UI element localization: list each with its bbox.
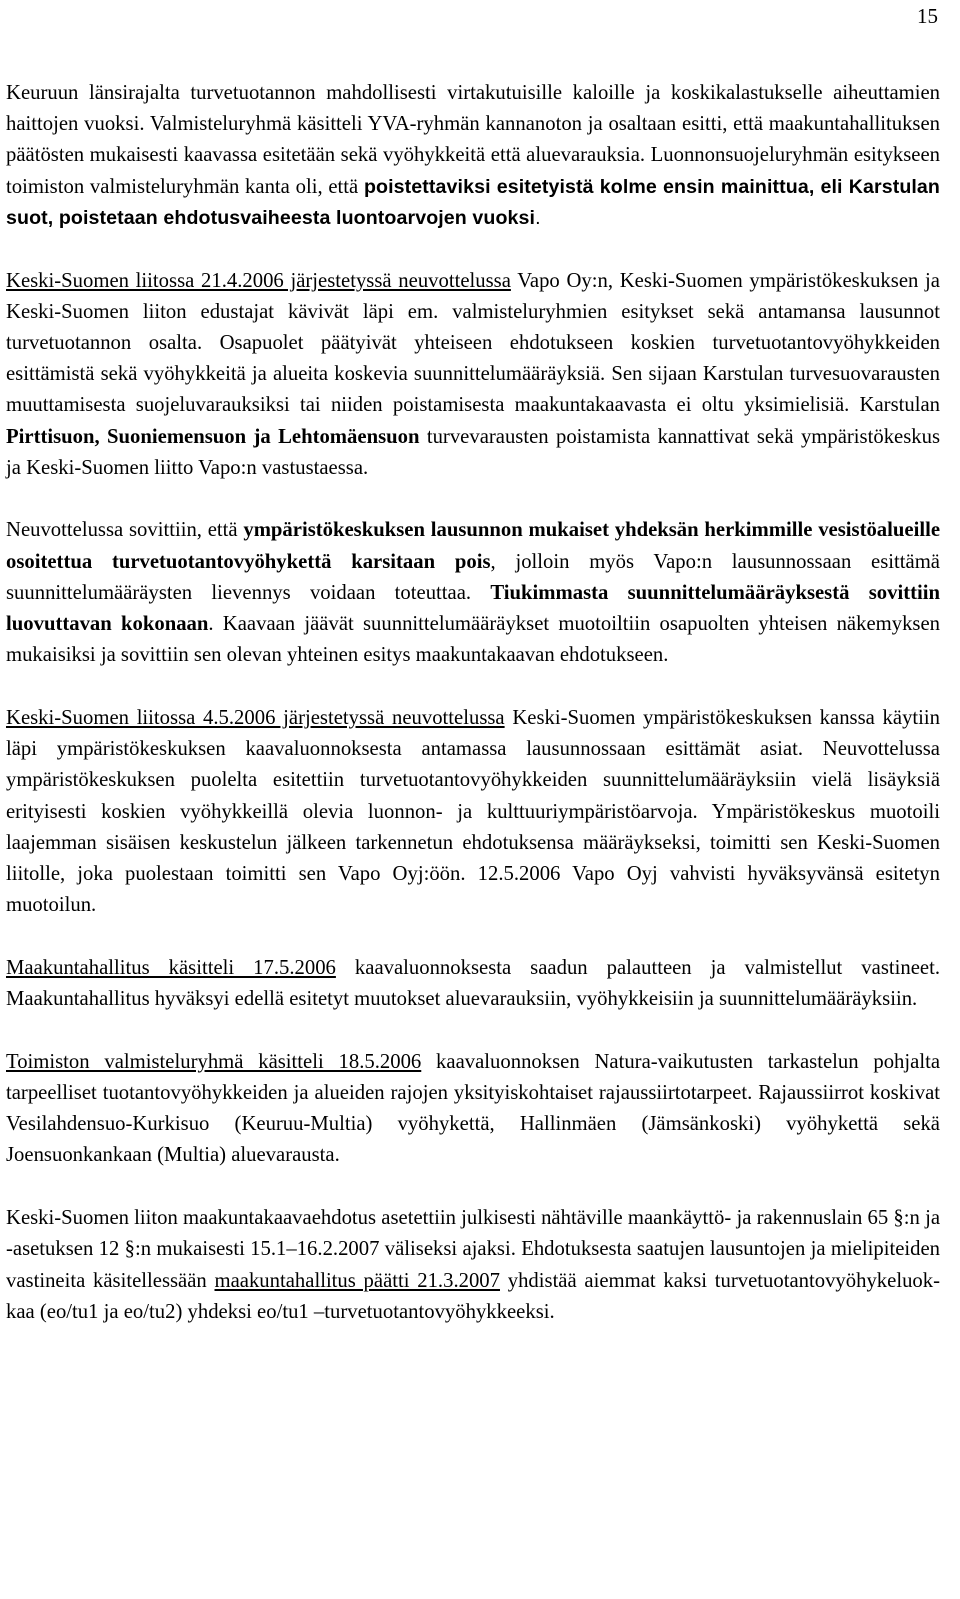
paragraph-text: Keski-Suomen liiton maakuntakaavaehdotus asetettiin julkisesti nähtäville maankäyttö- ja rakennuslain 65 §:n ja -asetuksen 12 §:n mukaisesti 15.1–16.2.2007 väliseksi ajaksi. Ehdotuksesta saatujen lausuntojen ja mielipiteiden vastineita käsitellessään: [6, 1207, 940, 1292]
paragraph-text: kaavaluonnoksesta saadun palautteen ja valmistellut vastineet. Maakuntahallitus hyväksyi edellä esitetyt muutokset aluevarauksiin, vyöhykkeisiin ja suunnittelumääräyksiin.: [6, 956, 940, 1011]
underlined-event-heading: Maakuntahallitus käsitteli 17.5.2006: [6, 956, 336, 979]
underlined-event-heading: Keski-Suomen liitossa 4.5.2006 järjestetyssä neuvottelussa: [6, 706, 505, 729]
paragraph-text: , jolloin myös Vapo:n lausunnossaan esittämä suunnittelumääräysten lievennys voidaan toteuttaa.: [6, 550, 940, 604]
underlined-event-heading: Keski-Suomen liitossa 21.4.2006 järjestetyssä neuvottelussa: [6, 269, 511, 292]
paragraph-neuvottelu-4-5-2006: [6, 703, 940, 921]
paragraph-text: turvevarausten poistamista kannattivat sekä ympäristökeskus ja Keski-Suomen liitto Vapo:n vastustaessa.: [6, 425, 941, 479]
paragraph-kaavaehdotus-nahtavilla: [6, 1203, 940, 1328]
underlined-event-heading: Toimiston valmisteluryhmä käsitteli 18.5.2006: [6, 1050, 422, 1073]
paragraph-text: Vapo Oy:n, Keski-Suomen ympäristökeskuksen ja Keski-Suomen liiton edustajat kävivät läpi em. valmisteluryhmien esitykset sekä antamansa lausunnot turvetuotannon osalta. Osapuolet päätyivät yhteiseen ehdotukseen koskien turvetuotantovyöhykkeiden esittämistä sekä vyöhykkeitä ja alueita koskevia suunnittelumääräyksiä. Sen sijaan Karstulan turvesuovarausten muuttamisesta suojeluvarauksiksi tai niiden poistamisesta maakuntakaavasta ei oltu yksimielisiä. Karstulan: [6, 269, 940, 417]
paragraph-maakuntahallitus-17-5-2006: [6, 953, 940, 1015]
underlined-event-heading: maakuntahallitus päätti 21.3.2007: [214, 1269, 500, 1292]
paragraph-text: kaavaluonnoksen Natura-vaikutusten tarkastelun pohjalta tarpeelliset tuotantovyöhykkeiden ja alueiden rajojen yksityiskohtaiset rajaussiirtotarpeet. Rajaussiirrot koskivat Vesilahdensuo-Kurkisuo (Keuruu-Multia) vyöhykettä, Hallinmäen (Jämsänkoski) vyöhykettä sekä Joensuonkankaan (Multia) aluevarausta.: [6, 1050, 940, 1167]
paragraph-neuvottelu-21-4-2006: [6, 266, 940, 484]
page-number: 15: [917, 4, 938, 28]
bold-decision-karstula-suot: poistettaviksi esitetyistä kolme ensin mainittua, eli Karstulan suot, poistetaan ehdotusvaiheesta luontoarvojen vuoksi: [6, 175, 940, 229]
bold-suo-names: Pirttisuon, Suoniemensuon ja Lehtomäensuon: [6, 425, 420, 448]
paragraph-text: Neuvottelussa sovittiin, että: [6, 519, 244, 542]
document-body: [6, 78, 940, 1359]
bold-decision-karsitaan: ympäristökeskuksen lausunnon mukaiset yhdeksän herkimmille vesistöalueille osoitettua turvetuotantovyöhykettä karsitaan pois: [6, 519, 941, 573]
paragraph-text: yhdistää aiemmat kaksi turvetuotantovyöhykeluokkaa (eo/tu1 ja eo/tu2) yhdeksi eo/tu1 –turvetuotantovyöhykkeeksi.: [6, 1269, 940, 1323]
paragraph-neuvottelu-sovittiin: [6, 515, 940, 671]
paragraph-text: Keski-Suomen ympäristökeskuksen kanssa käytiin läpi ympäristökeskuksen kaavaluonnoksesta antamassa lausunnossaan esittämät asiat. Neuvottelussa ympäristökeskuksen puolelta esitettiin turvetuotantovyöhykkeiden suunnittelumääräyksiin vielä lisäyksiä erityisesti koskien vyöhykkeillä olevia luonnon- ja kulttuuriympäristöarvoja. Ympäristökeskus muotoili laajemman sisäisen keskustelun jälkeen tarkennetun ehdotuksensa määräykseksi, toimitti sen Keski-Suomen liitolle, joka puolestaan toimitti sen Vapo Oyj:öön. 12.5.2006 Vapo Oyj vahvisti hyväksyvänsä esitetyn muotoilun.: [6, 706, 941, 917]
bold-decision-maarays: Tiukimmasta suunnittelumääräyksestä sovittiin luovuttavan kokonaan: [6, 581, 940, 636]
paragraph-text: .: [535, 206, 541, 229]
paragraph-text: . Kaavaan jäävät suunnittelumääräykset muotoiltiin osapuolten yhteisen näkemyksen mukaisiksi ja sovittiin sen olevan yhteinen esitys maakuntakaavan ehdotukseen.: [6, 613, 940, 667]
paragraph-valmisteluryhma-18-5-2006: [6, 1047, 940, 1172]
paragraph-valmisteluryhma: [6, 78, 940, 234]
paragraph-text: Keuruun länsirajalta turvetuotannon mahdollisesti virtakutuisille kaloille ja koskikalastukselle aiheuttamien haittojen vuoksi. Valmisteluryhmä käsitteli YVA-ryhmän kannanoton ja osaltaan esitti, että maakuntahallituksen päätösten mukaisesti kaavassa esitetään sekä vyöhykkeitä että aluevarauksia. Luonnonsuojeluryhmän esitykseen toimiston valmisteluryhmän kanta oli, että: [6, 82, 940, 198]
